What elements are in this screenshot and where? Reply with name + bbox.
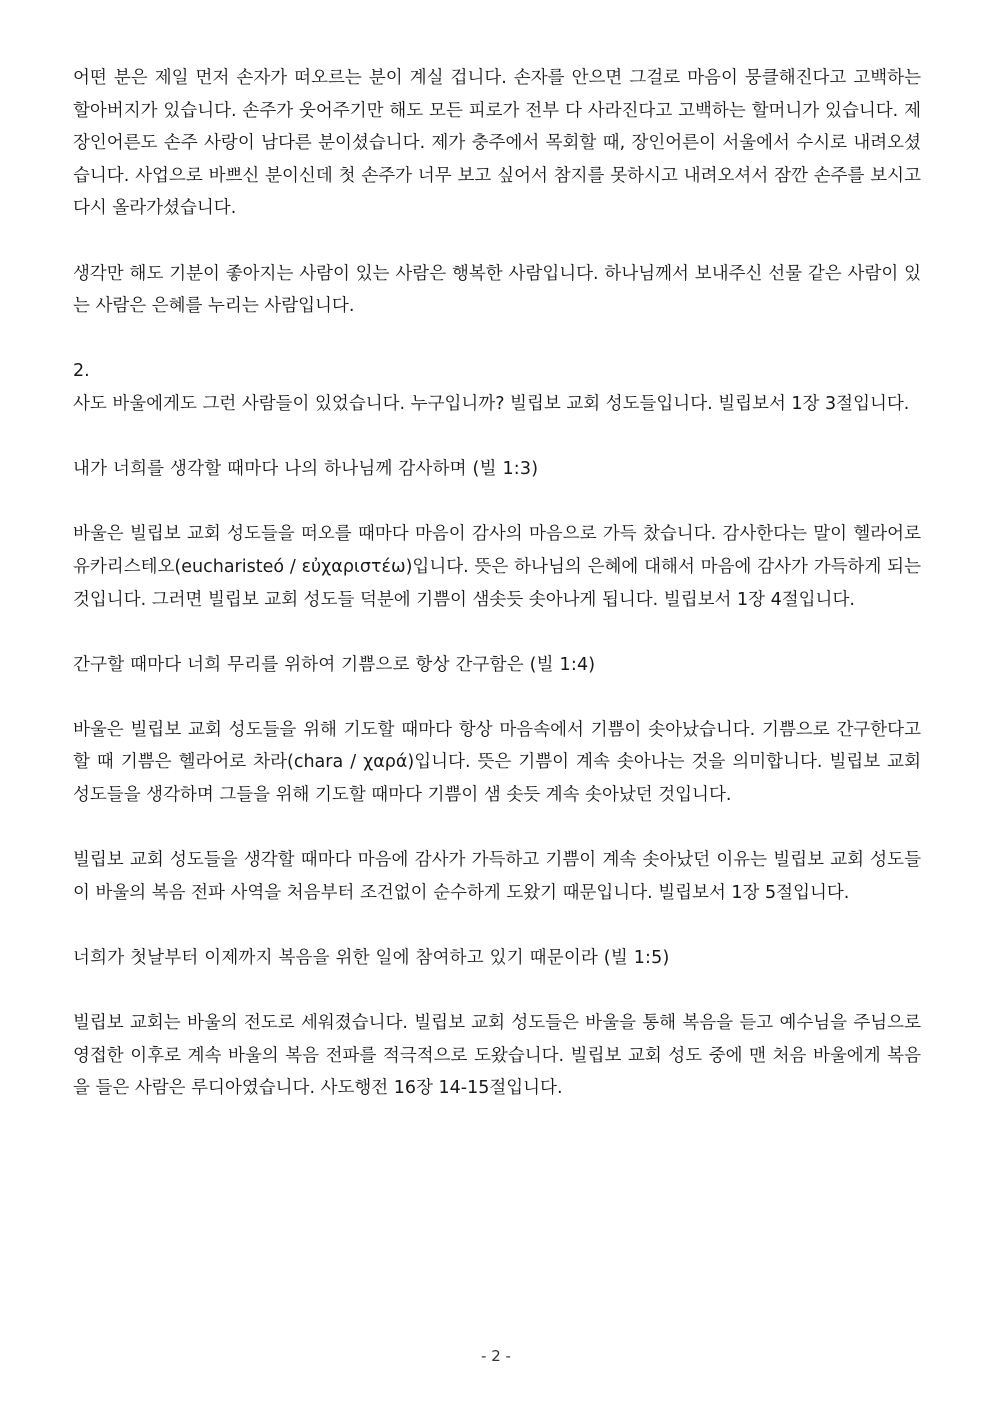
verse-philippians-1-3: 내가 너희를 생각할 때마다 나의 하나님께 감사하며 (빌 1:3) <box>73 459 539 480</box>
paragraph-chara: 바울은 빌립보 교회 성도들을 위해 기도할 때마다 항상 마음속에서 기쁨이 솟아났습니다. 기쁨으로 간구한다고 할 때 기쁨은 헬라어로 차라(chara / χαρά)입니다. 뜻은 기쁨이 계속 솟아나는 것을 의미합니다. 빌립보 교회 성도들을 생각하며 그들을 위해 기도할 때마다 기쁨이 샘 솟듯 계속 솟아났던 것입니다. <box>73 719 921 806</box>
section-number: 2. <box>73 361 90 382</box>
verse-philippians-1-4: 간구할 때마다 너희 무리를 위하여 기쁨으로 항상 간구함은 (빌 1:4) <box>73 654 596 675</box>
paragraph-grandchildren: 어떤 분은 제일 먼저 손자가 떠오르는 분이 계실 겁니다. 손자를 안으면 그걸로 마음이 뭉클해진다고 고백하는 할아버지가 있습니다. 손주가 웃어주기만 해도 모든 피로가 전부 다 사라진다고 고백하는 할머니가 있습니다. 제 장인어른도 손주 사랑이 남다른 분이셨습니다. 제가 충주에서 목회할 때, 장인어른이 서울에서 수시로 내려오셨습니다. 사업으로 바쁘신 분이신데 첫 손주가 너무 보고 싶어서 참지를 못하시고 내려오셔서 잠깐 손주를 보시고 다시 올라가셨습니다. <box>73 68 921 219</box>
paragraph-church-founding: 빌립보 교회는 바울의 전도로 세워졌습니다. 빌립보 교회 성도들은 바울을 통해 복음을 듣고 예수님을 주님으로 영접한 이후로 계속 바울의 복음 전파를 적극적으로 도왔습니다. 빌립보 교회 성도 중에 맨 처음 바울에게 복음을 들은 사람은 루디아였습니다. 사도행전 16장 14-15절입니다. <box>73 1013 921 1099</box>
paragraph-happy-person: 생각만 해도 기분이 좋아지는 사람이 있는 사람은 행복한 사람입니다. 하나님께서 보내주신 선물 같은 사람이 있는 사람은 은혜를 누리는 사람입니다. <box>73 263 921 317</box>
page-body <box>73 62 921 1105</box>
verse-philippians-1-5: 너희가 첫날부터 이제까지 복음을 위한 일에 참여하고 있기 때문이라 (빌 1:5) <box>73 948 670 969</box>
paragraph-paul-philippians: 사도 바울에게도 그런 사람들이 있었습니다. 누구입니까? 빌립보 교회 성도들입니다. 빌립보서 1장 3절입니다. <box>73 393 910 414</box>
page-number: - 2 - <box>481 1347 511 1365</box>
paragraph-eucharisteo: 바울은 빌립보 교회 성도들을 떠오를 때마다 마음이 감사의 마음으로 가득 찼습니다. 감사한다는 말이 헬라어로 유카리스테오(eucharisteó / εὐχαριστέω)입니다. 뜻은 하나님의 은혜에 대해서 마음에 감사가 가득하게 되는 것입니다. 그러면 빌립보 교회 성도들 덕분에 기쁨이 샘솟듯 솟아나게 됩니다. 빌립보서 1장 4절입니다. <box>73 524 921 610</box>
paragraph-reason: 빌립보 교회 성도들을 생각할 때마다 마음에 감사가 가득하고 기쁨이 계속 솟아났던 이유는 빌립보 교회 성도들이 바울의 복음 전파 사역을 처음부터 조건없이 순수하게 도왔기 때문입니다. 빌립보서 1장 5절입니다. <box>73 850 921 903</box>
